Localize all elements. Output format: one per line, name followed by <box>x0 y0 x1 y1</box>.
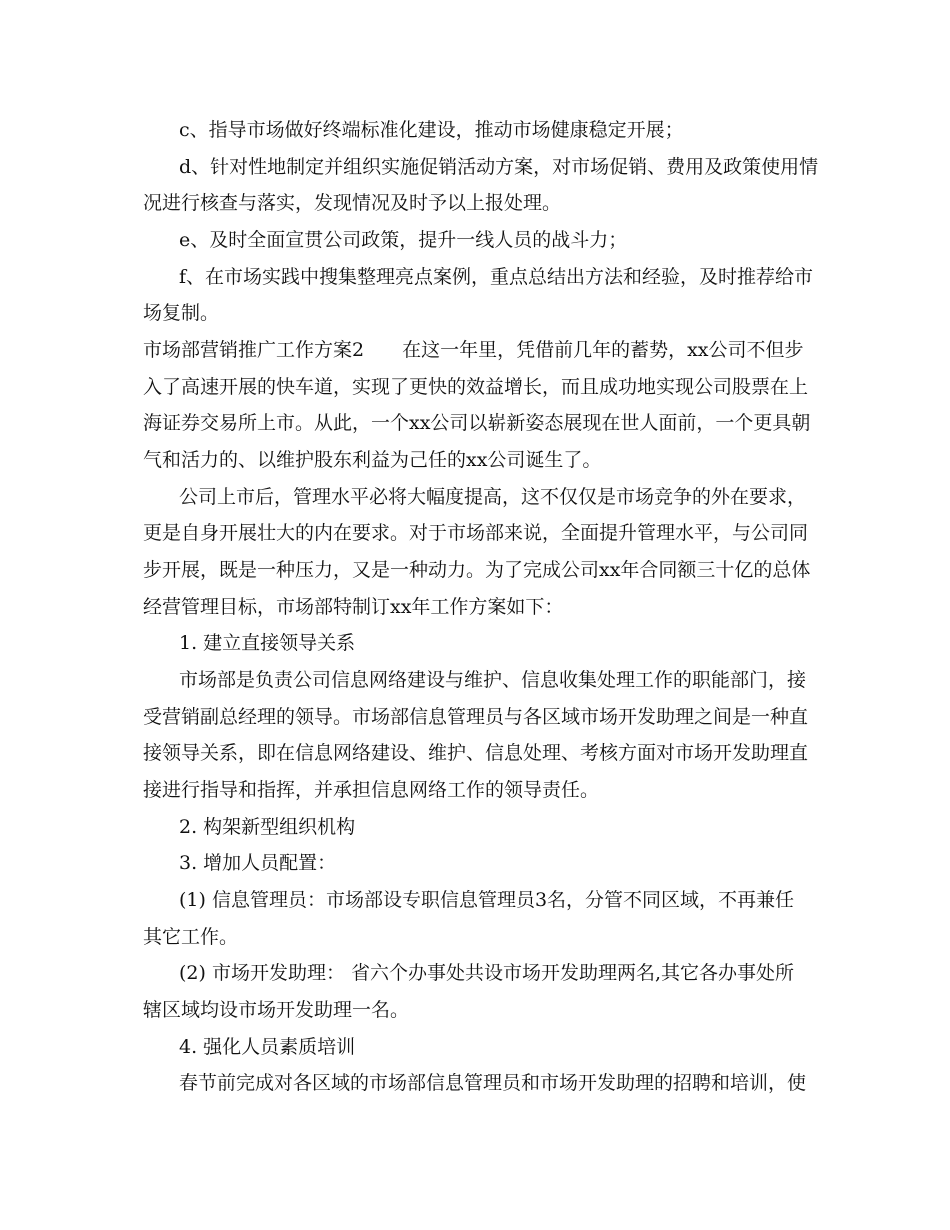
text-line: 步开展，既是一种压力，又是一种动力。为了完成公司xx年合同额三十亿的总体 <box>143 559 811 581</box>
list-heading-line: 4. 强化人员素质培训 <box>179 1036 356 1058</box>
list-heading-line: 2. 构架新型组织机构 <box>179 816 356 838</box>
text-line: (1) 信息管理员：市场部设专职信息管理员3名，分管不同区域，不再兼任 <box>179 889 795 911</box>
text-line: (2) 市场开发助理： 省六个办事处共设市场开发助理两名,其它各办事处所 <box>179 962 795 984</box>
text-line: 经营管理目标，市场部特制订xx年工作方案如下： <box>143 596 564 618</box>
text-line: 更是自身开展壮大的内在要求。对于市场部来说，全面提升管理水平，与公司同 <box>143 522 809 544</box>
text-line: d、针对性地制定并组织实施促销活动方案，对市场促销、费用及政策使用情 <box>179 156 819 178</box>
text-line: 况进行核查与落实，发现情况及时予以上报处理。 <box>143 192 562 214</box>
text-line: 接进行指导和指挥，并承担信息网络工作的领导责任。 <box>143 779 600 801</box>
section-heading-line: 市场部营销推广工作方案2 在这一年里，凭借前几年的蓄势，xx公司不但步 <box>143 339 804 361</box>
text-line: 场复制。 <box>143 302 220 324</box>
text-line: e、及时全面宣贯公司政策，提升一线人员的战斗力； <box>179 229 628 251</box>
text-line: 受营销副总经理的领导。市场部信息管理员与各区域市场开发助理之间是一种直 <box>143 706 809 728</box>
text-line: 辖区域均设市场开发助理一名。 <box>143 999 410 1021</box>
text-line: 春节前完成对各区域的市场部信息管理员和市场开发助理的招聘和培训，使 <box>179 1072 807 1094</box>
text-line: 其它工作。 <box>143 926 239 948</box>
list-heading-line: 3. 增加人员配置： <box>179 852 337 874</box>
text-line: 接领导关系，即在信息网络建设、维护、信息处理、考核方面对市场开发助理直 <box>143 742 809 764</box>
text-line: 气和活力的、以维护股东利益为己任的xx公司诞生了。 <box>143 449 602 471</box>
text-line: 入了高速开展的快车道，实现了更快的效益增长，而且成功地实现公司股票在上 <box>143 376 809 398</box>
text-line: c、指导市场做好终端标准化建设，推动市场健康稳定开展； <box>179 119 684 141</box>
list-heading-line: 1. 建立直接领导关系 <box>179 632 356 654</box>
text-line: 公司上市后，管理水平必将大幅度提高，这不仅仅是市场竞争的外在要求， <box>179 486 807 508</box>
text-line: 海证券交易所上市。从此，一个xx公司以崭新姿态展现在世人面前，一个更具朝 <box>143 412 811 434</box>
text-line: 市场部是负责公司信息网络建设与维护、信息收集处理工作的职能部门，接 <box>179 669 807 691</box>
text-line: f、在市场实践中搜集整理亮点案例，重点总结出方法和经验，及时推荐给市 <box>179 266 814 288</box>
